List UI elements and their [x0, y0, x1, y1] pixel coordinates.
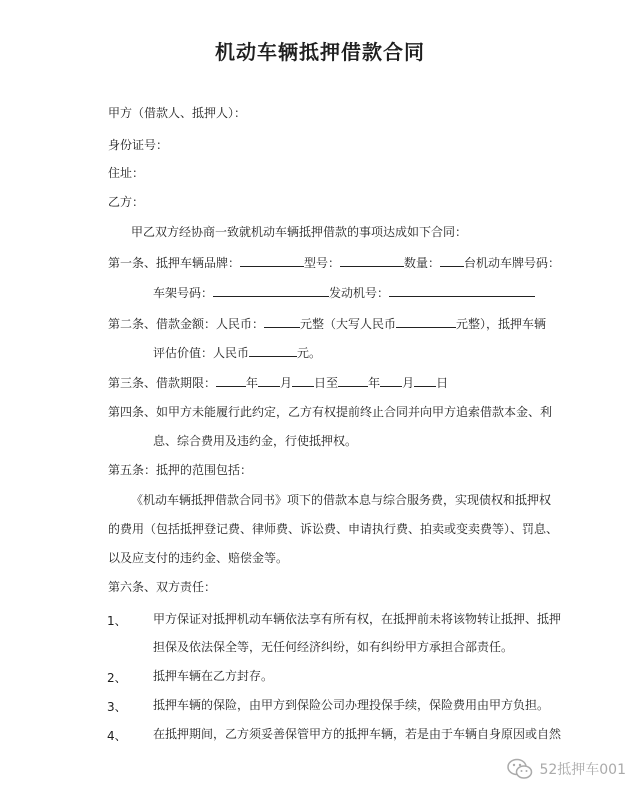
party-a-line: 甲方（借款人、抵押人）：	[108, 106, 247, 120]
art2-mortgage-label: 元整），抵押车辆	[456, 317, 547, 331]
article-5-line-2: 的费用（包括抵押登记费、律师费、诉讼费、申请执行费、拍卖或变卖费等）、罚息、	[108, 522, 559, 536]
art1-plate-label: 台机动车牌号码：	[464, 256, 561, 270]
item-1-line-2: 担保及依法保全等，无任何经济纠纷，如有纠纷甲方承担合部责任。	[153, 640, 514, 654]
article-1-line-2	[153, 285, 535, 300]
brand-blank	[240, 255, 304, 267]
art2-capital-label: 元整（大写人民币	[300, 317, 397, 331]
month-label-2: 月	[402, 376, 415, 390]
end-month-blank	[380, 375, 402, 387]
valuation-blank	[249, 345, 297, 357]
watermark	[507, 758, 626, 780]
item-4-number: 4、	[107, 729, 127, 743]
end-year-blank	[338, 375, 368, 387]
model-blank	[340, 255, 404, 267]
article-5-heading: 第五条：抵押的范围包括：	[108, 463, 253, 477]
item-1-line-1: 甲方保证对抵押机动车辆依法享有所有权，在抵押前未将该物转让抵押、抵押	[153, 612, 562, 626]
article-3-line	[108, 375, 448, 390]
article-5-line-3: 以及应支付的违约金、赔偿金等。	[108, 551, 289, 565]
intro-paragraph: 甲乙双方经协商一致就机动车辆抵押借款的事项达成如下合同：	[131, 225, 468, 239]
art1-qty-label: 数量：	[404, 256, 441, 270]
watermark-text: 52抵押车001	[539, 762, 626, 778]
article-2-line-1	[108, 316, 546, 331]
contract-title: 机动车辆抵押借款合同	[215, 40, 425, 64]
end-day-blank	[414, 375, 436, 387]
day-to-label: 日至	[314, 376, 339, 390]
item-3-line-1: 抵押车辆的保险，由甲方到保险公司办理投保手续，保险费用由甲方负担。	[153, 698, 550, 712]
amount-blank	[264, 316, 300, 328]
item-2-number: 2、	[107, 671, 127, 685]
party-b-line: 乙方：	[108, 195, 145, 209]
article-5-line-1: 《机动车辆抵押借款合同书》项下的借款本息与综合服务费，实现债权和抵押权	[131, 493, 552, 507]
start-day-blank	[292, 375, 314, 387]
item-3-number: 3、	[107, 700, 127, 714]
art3-term-label: 第三条、借款期限：	[108, 376, 217, 390]
quantity-blank	[440, 255, 464, 267]
year-label: 年	[246, 376, 259, 390]
item-4-line-1: 在抵押期间，乙方须妥善保管甲方的抵押车辆，若是由于车辆自身原因或自然	[153, 727, 562, 741]
month-label: 月	[280, 376, 293, 390]
engine-blank	[389, 285, 535, 297]
article-2-line-2	[153, 345, 321, 360]
art2-valuation-label: 评估价值：人民币	[153, 346, 250, 360]
item-1-number: 1、	[107, 614, 127, 628]
wechat-icon	[507, 758, 533, 780]
day-label: 日	[436, 376, 449, 390]
art1-model-label: 型号：	[304, 256, 341, 270]
article-4-line-2: 息、综合费用及违约金，行使抵押权。	[153, 434, 358, 448]
vin-blank	[213, 285, 329, 297]
art1-vin-label: 车架号码：	[153, 286, 214, 300]
article-1-line-1	[108, 255, 560, 270]
id-number-line: 身份证号：	[108, 138, 169, 152]
art2-yuan-label: 元。	[297, 346, 322, 360]
art1-brand-label: 第一条、抵押车辆品牌：	[108, 256, 241, 270]
start-year-blank	[216, 375, 246, 387]
capital-amount-blank	[396, 316, 456, 328]
article-4-line-1: 第四条、如甲方未能履行此约定，乙方有权提前终止合同并向甲方追索借款本金、利	[108, 405, 553, 419]
year-label-2: 年	[368, 376, 381, 390]
article-6-heading: 第六条、双方责任：	[108, 580, 217, 594]
art1-engine-label: 发动机号：	[329, 286, 390, 300]
item-2-line-1: 抵押车辆在乙方封存。	[153, 669, 274, 683]
start-month-blank	[258, 375, 280, 387]
art2-amount-label: 第二条、借款金额：人民币：	[108, 317, 265, 331]
address-line: 住址：	[108, 166, 145, 180]
